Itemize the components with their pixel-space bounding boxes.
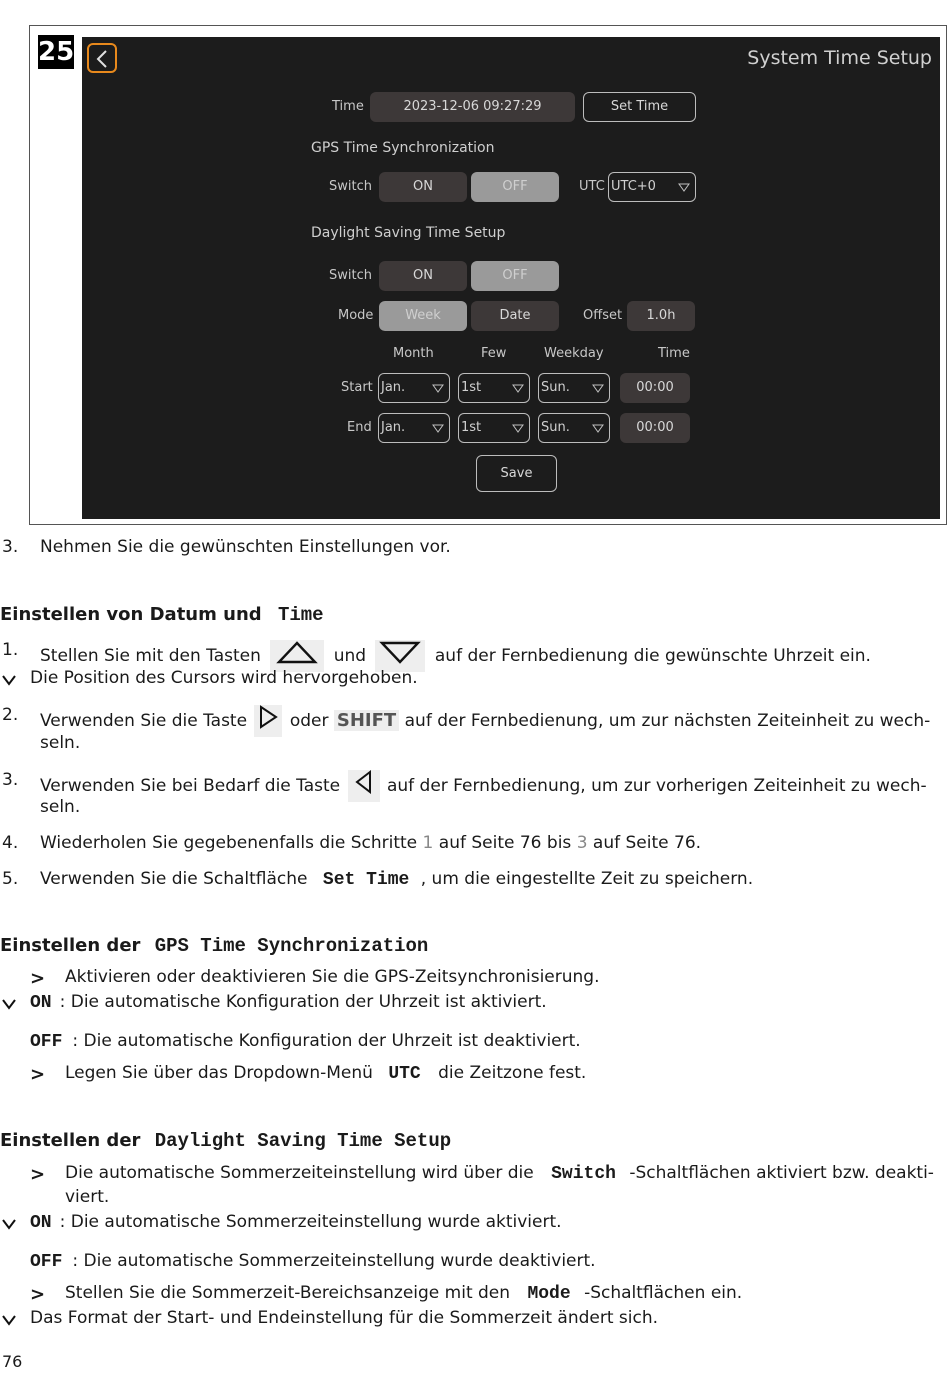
step-3 bbox=[40, 770, 927, 802]
bullet-gt: > bbox=[30, 1164, 46, 1185]
step-2 bbox=[40, 705, 930, 737]
column-time: Time bbox=[658, 346, 690, 361]
heading-code: GPS Time Synchronization bbox=[154, 935, 429, 957]
bullet-text: -Schaltflächen ein. bbox=[584, 1283, 743, 1303]
step-text: auf der Fernbedienung, um zur nächsten Zeiteinheit zu wech- bbox=[404, 711, 931, 731]
result-chevron-icon bbox=[2, 1218, 16, 1230]
step-5 bbox=[40, 869, 753, 890]
bullet-text: -Schaltflächen aktiviert bzw. deakti- bbox=[629, 1163, 934, 1183]
dropdown-arrow-icon bbox=[512, 384, 524, 393]
screen-title: System Time Setup bbox=[747, 47, 932, 69]
step-number: 3. bbox=[2, 537, 19, 557]
step-text: Nehmen Sie die gewünschten Einstellungen vor. bbox=[40, 537, 451, 557]
mode-label: Mode bbox=[338, 308, 374, 323]
time-value-field[interactable]: 2023-12-06 09:27:29 bbox=[370, 92, 575, 122]
bullet-utc bbox=[65, 1063, 586, 1084]
heading-datum-time bbox=[0, 604, 324, 626]
bullet-text: viert. bbox=[65, 1187, 110, 1207]
bullet-text: die Zeitzone fest. bbox=[438, 1063, 587, 1083]
inline-code: Mode bbox=[527, 1284, 571, 1304]
dst-on-text bbox=[30, 1212, 562, 1233]
dst-switch-label: Switch bbox=[329, 268, 372, 283]
heading-text: Einstellen der bbox=[0, 935, 141, 956]
bullet-gt: > bbox=[30, 968, 46, 989]
end-few-dropdown[interactable] bbox=[458, 413, 530, 443]
arrow-left-key-icon bbox=[348, 770, 380, 802]
step-4 bbox=[40, 833, 701, 853]
inline-code: Switch bbox=[551, 1164, 616, 1184]
heading-code: Daylight Saving Time Setup bbox=[154, 1130, 452, 1152]
utc-value: UTC+0 bbox=[611, 179, 656, 194]
heading-text: Einstellen von Datum und bbox=[0, 604, 262, 625]
gps-on-text bbox=[30, 992, 547, 1013]
start-few-value: 1st bbox=[461, 380, 482, 395]
step-text: seln. bbox=[40, 797, 81, 817]
gps-off-text bbox=[30, 1031, 581, 1052]
dropdown-arrow-icon bbox=[512, 424, 524, 433]
start-label: Start bbox=[341, 380, 373, 395]
step-text: Verwenden Sie bei Bedarf die Taste bbox=[40, 776, 341, 796]
result-text: Die Position des Cursors wird hervorgehoben. bbox=[30, 668, 418, 688]
inline-code: OFF bbox=[30, 1032, 63, 1052]
mode-week-button[interactable]: Week bbox=[379, 301, 467, 331]
step-number: 1. bbox=[2, 640, 19, 660]
bullet-text: Die automatische Sommerzeiteinstellung wird über die bbox=[65, 1163, 534, 1183]
step-text: und bbox=[333, 646, 367, 666]
dropdown-arrow-icon bbox=[592, 424, 604, 433]
bullet-switch bbox=[65, 1163, 934, 1184]
inline-code: Set Time bbox=[322, 870, 410, 890]
result-text: Das Format der Start- und Endeinstellung für die Sommerzeit ändert sich. bbox=[30, 1308, 659, 1328]
gps-switch-label: Switch bbox=[329, 179, 372, 194]
gps-section-title: GPS Time Synchronization bbox=[311, 140, 495, 156]
column-month: Month bbox=[393, 346, 434, 361]
start-time-field[interactable]: 00:00 bbox=[620, 373, 690, 403]
step-link[interactable]: 1 bbox=[422, 833, 434, 853]
inline-code: ON bbox=[30, 993, 52, 1013]
step-text: , um die eingestellte Zeit zu speichern. bbox=[420, 869, 754, 889]
gps-off-button[interactable]: OFF bbox=[471, 172, 559, 202]
step-number: 4. bbox=[2, 833, 19, 853]
dropdown-arrow-icon bbox=[432, 384, 444, 393]
dropdown-arrow-icon bbox=[432, 424, 444, 433]
system-time-setup-screen bbox=[82, 37, 940, 519]
result-chevron-icon bbox=[2, 674, 16, 686]
step-text: Verwenden Sie die Schaltfläche bbox=[40, 869, 308, 889]
end-time-field[interactable]: 00:00 bbox=[620, 413, 690, 443]
end-few-value: 1st bbox=[461, 420, 482, 435]
inline-code: OFF bbox=[30, 1252, 63, 1272]
start-month-value: Jan. bbox=[381, 380, 406, 395]
inline-code: UTC bbox=[388, 1064, 421, 1084]
bullet-gt: > bbox=[30, 1284, 46, 1305]
heading-text: Einstellen der bbox=[0, 1130, 141, 1151]
offset-value-field[interactable]: 1.0h bbox=[627, 301, 695, 331]
dst-off-text bbox=[30, 1251, 596, 1272]
utc-dropdown[interactable] bbox=[608, 172, 696, 202]
dropdown-arrow-icon bbox=[678, 183, 690, 192]
set-time-button[interactable]: Set Time bbox=[583, 92, 696, 122]
step-text: oder bbox=[289, 711, 329, 731]
step-text: auf Seite 76. bbox=[592, 833, 702, 853]
start-weekday-dropdown[interactable] bbox=[538, 373, 610, 403]
step-text: auf der Fernbedienung die gewünschte Uhrzeit ein. bbox=[434, 646, 871, 666]
end-label: End bbox=[347, 420, 372, 435]
step-text: Wiederholen Sie gegebenenfalls die Schritte bbox=[40, 833, 418, 853]
dst-section-title: Daylight Saving Time Setup bbox=[311, 225, 506, 241]
bullet-text: Legen Sie über das Dropdown-Menü bbox=[65, 1063, 373, 1083]
mode-date-button[interactable]: Date bbox=[471, 301, 559, 331]
step-text: auf Seite 76 bis bbox=[438, 833, 572, 853]
save-button[interactable]: Save bbox=[476, 455, 557, 492]
offset-label: Offset bbox=[583, 308, 623, 323]
heading-gps bbox=[0, 935, 428, 957]
bullet-text: Aktivieren oder deaktivieren Sie die GPS-Zeitsynchronisierung. bbox=[65, 967, 600, 987]
column-weekday: Weekday bbox=[544, 346, 604, 361]
bullet-text: Stellen Sie die Sommerzeit-Bereichsanzeige mit den bbox=[65, 1283, 511, 1303]
bullet-gt: > bbox=[30, 1064, 46, 1085]
start-month-dropdown[interactable] bbox=[378, 373, 450, 403]
back-button[interactable] bbox=[87, 43, 117, 73]
page-number: 76 bbox=[2, 1352, 23, 1371]
gps-on-button[interactable]: ON bbox=[379, 172, 467, 202]
dst-off-button[interactable]: OFF bbox=[471, 261, 559, 291]
chevron-left-icon bbox=[95, 50, 109, 68]
step-number: 5. bbox=[2, 869, 19, 889]
start-weekday-value: Sun. bbox=[541, 380, 570, 395]
time-label: Time bbox=[332, 99, 364, 114]
dst-on-button[interactable]: ON bbox=[379, 261, 467, 291]
step-text: auf der Fernbedienung, um zur vorherigen Zeiteinheit zu wech- bbox=[386, 776, 927, 796]
figure-number: 25 bbox=[38, 37, 75, 67]
bullet-mode bbox=[65, 1283, 742, 1304]
result-text: : Die automatische Sommerzeiteinstellung wurde aktiviert. bbox=[59, 1212, 562, 1232]
step-number: 2. bbox=[2, 705, 19, 725]
start-few-dropdown[interactable] bbox=[458, 373, 530, 403]
result-chevron-icon bbox=[2, 998, 16, 1010]
step-number: 3. bbox=[2, 770, 19, 790]
inline-code: ON bbox=[30, 1213, 52, 1233]
utc-label: UTC bbox=[579, 179, 605, 194]
column-few: Few bbox=[481, 346, 507, 361]
step-link[interactable]: 3 bbox=[576, 833, 588, 853]
heading-dst bbox=[0, 1130, 451, 1152]
step-text: seln. bbox=[40, 733, 81, 753]
result-text: : Die automatische Sommerzeiteinstellung wurde deaktiviert. bbox=[72, 1251, 596, 1271]
heading-code: Time bbox=[277, 604, 324, 626]
step-text: Verwenden Sie die Taste bbox=[40, 711, 248, 731]
end-weekday-dropdown[interactable] bbox=[538, 413, 610, 443]
arrow-right-key-icon bbox=[254, 705, 282, 737]
end-month-dropdown[interactable] bbox=[378, 413, 450, 443]
result-text: : Die automatische Konfiguration der Uhrzeit ist aktiviert. bbox=[59, 992, 547, 1012]
result-text: : Die automatische Konfiguration der Uhrzeit ist deaktiviert. bbox=[72, 1031, 581, 1051]
figure-screenshot bbox=[29, 25, 947, 525]
end-month-value: Jan. bbox=[381, 420, 406, 435]
result-chevron-icon bbox=[2, 1314, 16, 1326]
shift-key: SHIFT bbox=[334, 710, 399, 731]
step-text: Stellen Sie mit den Tasten bbox=[40, 646, 261, 666]
end-weekday-value: Sun. bbox=[541, 420, 570, 435]
dropdown-arrow-icon bbox=[592, 384, 604, 393]
